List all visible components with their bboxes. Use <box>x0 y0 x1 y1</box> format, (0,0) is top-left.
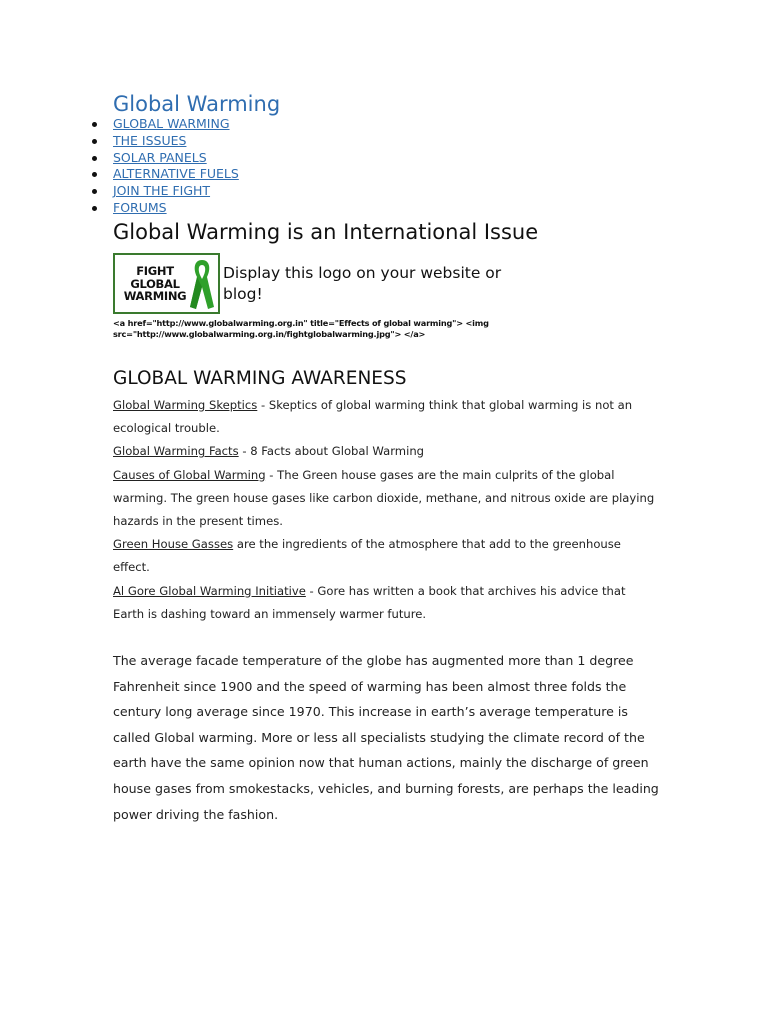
nav-item-forums <box>92 200 239 217</box>
awareness-entry-facts <box>113 440 658 463</box>
link-green-house-gasses[interactable]: Green House Gasses <box>113 537 234 552</box>
link-global-warming-skeptics[interactable]: Global Warming Skeptics <box>113 398 258 412</box>
nav-item-global-warming <box>92 116 239 133</box>
bullet-icon <box>92 139 97 144</box>
bullet-icon <box>92 206 97 211</box>
logo-line-2: GLOBAL <box>130 276 180 291</box>
green-awareness-ribbon-icon <box>187 257 217 312</box>
awareness-entry-causes <box>113 464 658 534</box>
bullet-icon <box>92 156 97 161</box>
awareness-list <box>113 394 658 626</box>
logo-line-3: WARMING <box>123 289 187 303</box>
fight-global-warming-logo[interactable] <box>113 253 220 314</box>
awareness-entry-green-house-gasses <box>113 533 658 579</box>
nav-item-the-issues <box>92 133 239 150</box>
issue-heading: Global Warming is an International Issue <box>113 220 539 244</box>
code-line-2: src="http://www.globalwarming.org.in/fightglobalwarming.jpg"> </a> <box>113 329 426 339</box>
link-global-warming-facts[interactable]: Global Warming Facts <box>113 444 239 459</box>
awareness-entry-text: - Gore has written a book that archives his advice that Earth is dashing toward an immensely warmer future. <box>113 583 626 621</box>
site-title: Global Warming <box>113 92 281 116</box>
nav-link-join-the-fight[interactable]: JOIN THE FIGHT <box>113 183 211 199</box>
logo-embed-code <box>113 318 533 340</box>
nav-link-alternative-fuels[interactable]: ALTERNATIVE FUELS <box>113 166 239 182</box>
awareness-entry-skeptics <box>113 394 658 440</box>
nav-item-solar-panels <box>92 150 239 167</box>
bullet-icon <box>92 189 97 194</box>
logo-line-1: FIGHT <box>136 264 174 278</box>
nav-link-forums[interactable]: FORUMS <box>113 199 167 215</box>
article-paragraph: The average facade temperature of the globe has augmented more than 1 degree Fahrenheit since 1900 and the speed of warming has been almost three folds the century long average since 1970. This increase in earth’s average temperature is called Global warming. More or less all specialists studying the climate record of the earth have the same opinion now that human actions, mainly the discharge of green house gases from smokestacks, vehicles, and burning forests, are perhaps the leading power driving the fashion. <box>113 653 659 822</box>
bullet-icon <box>92 122 97 127</box>
main-nav <box>92 116 239 217</box>
code-line-1: <a href="http://www.globalwarming.org.in" title="Effects of global warming"> <img <box>113 318 489 328</box>
awareness-entry-text: - The Green house gases are the main culprits of the global warming. The green house gases like carbon dioxide, methane, and nitrous oxide are playing hazards in the present times. <box>113 467 655 529</box>
bullet-icon <box>92 172 97 177</box>
logo-text <box>119 265 191 303</box>
awareness-heading: GLOBAL WARMING AWARENESS <box>113 368 407 389</box>
awareness-entry-text: are the ingredients of the atmosphere that add to the greenhouse effect. <box>113 537 621 575</box>
link-al-gore-initiative[interactable]: Al Gore Global Warming Initiative <box>113 583 306 598</box>
logo-caption: Display this logo on your website or blog! <box>223 264 502 303</box>
awareness-entry-text: - Skeptics of global warming think that global warming is not an ecological trouble. <box>113 398 633 436</box>
link-causes-of-global-warming[interactable]: Causes of Global Warming <box>113 467 266 482</box>
nav-item-alternative-fuels <box>92 166 239 183</box>
nav-item-join-the-fight <box>92 183 239 200</box>
nav-link-solar-panels[interactable]: SOLAR PANELS <box>113 149 207 165</box>
nav-link-the-issues[interactable]: THE ISSUES <box>113 132 187 148</box>
awareness-entry-text: - 8 Facts about Global Warming <box>238 444 425 459</box>
nav-link-global-warming[interactable]: GLOBAL WARMING <box>113 116 230 131</box>
awareness-entry-al-gore <box>113 580 658 626</box>
